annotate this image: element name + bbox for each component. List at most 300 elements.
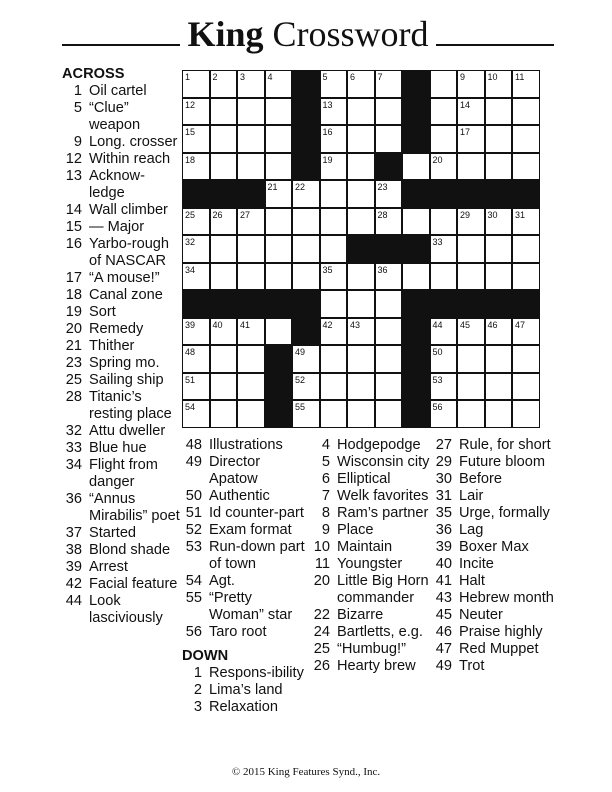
grid-cell[interactable]	[237, 98, 265, 126]
grid-cell[interactable]	[320, 98, 348, 126]
clue-number: 4	[321, 437, 330, 453]
grid-cell[interactable]	[292, 263, 320, 291]
clue-number: 28	[65, 389, 82, 405]
grid-cell[interactable]	[320, 153, 348, 181]
cell-number: 34	[185, 264, 196, 275]
cell-number: 48	[185, 347, 196, 357]
grid-cell[interactable]	[347, 318, 375, 346]
grid-cell[interactable]	[237, 70, 265, 98]
grid-cell[interactable]	[347, 180, 375, 208]
grid-cell[interactable]	[512, 235, 540, 263]
grid-cell[interactable]	[375, 318, 403, 346]
clue-number: 10	[313, 539, 330, 555]
black-square	[402, 235, 430, 263]
clue-item	[62, 134, 180, 151]
cell-number: 10	[487, 72, 498, 82]
grid-cell[interactable]	[457, 345, 485, 373]
grid-cell[interactable]	[512, 98, 540, 126]
cell-number: 28	[377, 209, 388, 220]
clue-number: 1	[193, 665, 202, 681]
cell-number: 54	[185, 402, 196, 412]
grid-cell[interactable]	[182, 98, 210, 126]
grid-cell[interactable]	[485, 208, 513, 236]
grid-cell[interactable]	[430, 98, 458, 126]
clue-item	[62, 559, 180, 576]
black-square	[292, 318, 320, 346]
cell-number: 29	[460, 209, 471, 220]
grid-cell[interactable]	[210, 373, 238, 401]
title-bold: King	[187, 14, 264, 54]
clue-text: Thither	[89, 338, 135, 354]
grid-cell[interactable]	[265, 153, 293, 181]
clue-item	[310, 658, 435, 675]
grid-cell[interactable]	[182, 263, 210, 291]
black-square	[512, 290, 540, 318]
clue-item	[62, 491, 180, 525]
grid-cell[interactable]	[457, 318, 485, 346]
grid-cell[interactable]	[485, 235, 513, 263]
grid-cell[interactable]	[292, 345, 320, 373]
grid-cell[interactable]	[375, 373, 403, 401]
clue-item	[432, 522, 557, 539]
grid-cell[interactable]	[182, 70, 210, 98]
clue-number: 39	[435, 539, 452, 555]
grid-cell[interactable]	[182, 153, 210, 181]
clue-number: 48	[185, 437, 202, 453]
black-square	[402, 290, 430, 318]
clue-text: Run-down part of town	[209, 539, 305, 572]
grid-cell[interactable]	[210, 345, 238, 373]
clue-item	[432, 505, 557, 522]
cell-number: 39	[185, 319, 196, 330]
grid-cell[interactable]	[320, 208, 348, 236]
clue-number: 37	[65, 525, 82, 541]
clue-item	[182, 437, 310, 454]
grid-cell[interactable]	[485, 153, 513, 181]
clue-item	[432, 539, 557, 556]
black-square	[292, 290, 320, 318]
cell-number: 22	[295, 182, 306, 192]
clue-item	[62, 440, 180, 457]
grid-cell[interactable]	[430, 125, 458, 153]
cell-number: 21	[267, 182, 278, 192]
clue-text: Ram’s partner	[337, 505, 429, 521]
grid-cell[interactable]	[265, 98, 293, 126]
grid-cell[interactable]	[210, 263, 238, 291]
clue-text: Lag	[459, 522, 484, 538]
grid-cell[interactable]	[512, 153, 540, 181]
grid-cell[interactable]	[512, 318, 540, 346]
clue-number: 15	[65, 219, 82, 235]
clue-text: Canal zone	[89, 287, 163, 303]
clue-text: Trot	[459, 658, 485, 674]
grid-cell[interactable]	[237, 263, 265, 291]
grid-cell[interactable]	[347, 125, 375, 153]
grid-cell[interactable]	[347, 70, 375, 98]
grid-cell[interactable]	[375, 263, 403, 291]
clue-number: 30	[435, 471, 452, 487]
grid-cell[interactable]	[210, 208, 238, 236]
grid-cell[interactable]	[320, 318, 348, 346]
grid-cell[interactable]	[320, 373, 348, 401]
grid-cell[interactable]	[457, 235, 485, 263]
black-square	[182, 290, 210, 318]
cell-number: 13	[322, 99, 333, 110]
grid-cell[interactable]	[430, 400, 458, 428]
grid-cell[interactable]	[457, 263, 485, 291]
grid-cell[interactable]	[347, 153, 375, 181]
cell-number: 32	[185, 237, 196, 247]
grid-cell[interactable]	[485, 345, 513, 373]
black-square	[292, 98, 320, 126]
black-square	[402, 373, 430, 401]
grid-cell[interactable]	[347, 290, 375, 318]
grid-cell[interactable]	[265, 70, 293, 98]
grid-cell[interactable]	[485, 125, 513, 153]
clue-number: 32	[65, 423, 82, 439]
clue-item	[62, 270, 180, 287]
cell-number: 35	[322, 264, 333, 275]
clue-text: Youngster	[337, 556, 403, 572]
grid-cell[interactable]	[210, 400, 238, 428]
grid-cell[interactable]	[320, 180, 348, 208]
header	[0, 8, 612, 56]
grid-cell[interactable]	[375, 345, 403, 373]
cell-number: 1	[185, 72, 191, 82]
clue-text: Flight from danger	[89, 457, 158, 490]
grid-cell[interactable]	[457, 70, 485, 98]
grid-cell[interactable]	[182, 373, 210, 401]
clue-text: Titanic’s resting place	[89, 389, 172, 422]
clue-number: 1	[73, 83, 82, 99]
grid-cell[interactable]	[430, 208, 458, 236]
grid-cell[interactable]	[512, 70, 540, 98]
grid-cell[interactable]	[485, 318, 513, 346]
clue-item	[310, 437, 435, 454]
clue-number: 41	[435, 573, 452, 589]
grid-cell[interactable]	[430, 153, 458, 181]
grid-cell[interactable]	[265, 180, 293, 208]
clue-item	[62, 525, 180, 542]
black-square	[237, 290, 265, 318]
clue-number: 3	[193, 699, 202, 715]
clue-number: 31	[435, 488, 452, 504]
clue-item	[310, 539, 435, 556]
grid-cell[interactable]	[512, 400, 540, 428]
grid-cell[interactable]	[457, 153, 485, 181]
grid-cell[interactable]	[237, 125, 265, 153]
clue-text: Hebrew month	[459, 590, 554, 606]
grid-cell[interactable]	[182, 208, 210, 236]
grid-cell[interactable]	[320, 235, 348, 263]
clue-number: 8	[321, 505, 330, 521]
grid-cell[interactable]	[512, 263, 540, 291]
grid-cell[interactable]	[210, 125, 238, 153]
clue-number: 14	[65, 202, 82, 218]
grid-cell[interactable]	[485, 400, 513, 428]
clue-item	[62, 304, 180, 321]
grid-cell[interactable]	[430, 373, 458, 401]
clue-number: 33	[65, 440, 82, 456]
cell-number: 12	[185, 99, 196, 110]
clue-item	[432, 590, 557, 607]
clue-number: 20	[65, 321, 82, 337]
header-rule-left	[62, 44, 180, 46]
clue-text: Long. crosser	[89, 134, 178, 150]
grid-cell[interactable]	[430, 70, 458, 98]
clue-text: “Annus Mirabilis” poet	[89, 491, 180, 524]
clue-item	[182, 488, 310, 505]
clue-number: 2	[193, 682, 202, 698]
grid-cell[interactable]	[210, 98, 238, 126]
cell-number: 36	[377, 264, 388, 275]
clue-number: 42	[65, 576, 82, 592]
grid-cell[interactable]	[265, 318, 293, 346]
grid-cell[interactable]	[457, 373, 485, 401]
clue-item	[310, 624, 435, 641]
clue-item	[432, 556, 557, 573]
grid-cell[interactable]	[485, 98, 513, 126]
clue-text: Neuter	[459, 607, 503, 623]
grid-cell[interactable]	[485, 373, 513, 401]
clue-text: Incite	[459, 556, 494, 572]
clue-text: Bartletts, e.g.	[337, 624, 423, 640]
grid-cell[interactable]	[430, 345, 458, 373]
grid-cell[interactable]	[485, 263, 513, 291]
grid-cell[interactable]	[375, 180, 403, 208]
clue-text: Authentic	[209, 488, 270, 504]
grid-cell[interactable]	[347, 98, 375, 126]
grid-cell[interactable]	[347, 208, 375, 236]
grid-cell[interactable]	[375, 400, 403, 428]
grid-cell[interactable]	[320, 70, 348, 98]
clue-item	[310, 607, 435, 624]
grid-cell[interactable]	[485, 70, 513, 98]
copyright: © 2015 King Features Synd., Inc.	[231, 766, 381, 778]
clue-text: “A mouse!”	[89, 270, 160, 286]
clue-number: 53	[185, 539, 202, 555]
clue-text: Taro root	[209, 624, 267, 640]
grid-cell[interactable]	[292, 235, 320, 263]
black-square	[402, 345, 430, 373]
clue-number: 23	[65, 355, 82, 371]
grid-cell[interactable]	[182, 125, 210, 153]
clue-text: Hodgepodge	[337, 437, 421, 453]
black-square	[237, 180, 265, 208]
clue-item	[432, 658, 557, 675]
cell-number: 3	[240, 72, 246, 82]
clue-text: Maintain	[337, 539, 393, 555]
clue-number: 36	[65, 491, 82, 507]
grid-cell[interactable]	[402, 153, 430, 181]
cell-number: 18	[185, 154, 196, 165]
clue-number: 9	[73, 134, 82, 150]
clue-item	[62, 457, 180, 491]
grid-cell[interactable]	[292, 180, 320, 208]
clue-item	[62, 321, 180, 338]
clue-item	[310, 488, 435, 505]
cell-number: 33	[432, 237, 443, 247]
grid-cell[interactable]	[292, 373, 320, 401]
grid-cell[interactable]	[512, 125, 540, 153]
grid-cell[interactable]	[292, 208, 320, 236]
grid-cell[interactable]	[347, 400, 375, 428]
cell-number: 42	[322, 319, 333, 330]
black-square	[265, 290, 293, 318]
clue-number: 20	[313, 573, 330, 589]
grid-cell[interactable]	[182, 235, 210, 263]
page-title	[180, 12, 436, 56]
grid-cell[interactable]	[210, 70, 238, 98]
cell-number: 51	[185, 374, 196, 385]
cell-number: 45	[460, 319, 471, 330]
clue-text: Agt.	[209, 573, 235, 589]
cell-number: 7	[377, 72, 383, 82]
black-square	[210, 290, 238, 318]
cell-number: 17	[460, 127, 471, 137]
cell-number: 20	[432, 154, 443, 165]
grid-cell[interactable]	[430, 318, 458, 346]
clue-item	[62, 202, 180, 219]
grid-cell[interactable]	[375, 98, 403, 126]
clue-number: 45	[435, 607, 452, 623]
cell-number: 55	[295, 402, 306, 412]
grid-cell[interactable]	[265, 263, 293, 291]
grid-cell[interactable]	[402, 263, 430, 291]
clue-item	[62, 100, 180, 134]
clue-text: Relaxation	[209, 699, 278, 715]
clue-number: 49	[435, 658, 452, 674]
clue-text: Lair	[459, 488, 484, 504]
black-square	[402, 318, 430, 346]
clue-text: Halt	[459, 573, 485, 589]
clue-item	[62, 423, 180, 440]
clue-text: Elliptical	[337, 471, 391, 487]
grid-cell[interactable]	[210, 318, 238, 346]
grid-cell[interactable]	[237, 208, 265, 236]
clue-item	[182, 682, 310, 699]
cell-number: 4	[267, 72, 273, 82]
grid-cell[interactable]	[347, 345, 375, 373]
clue-number: 19	[65, 304, 82, 320]
grid-cell[interactable]	[210, 235, 238, 263]
clue-item	[62, 542, 180, 559]
grid-cell[interactable]	[237, 373, 265, 401]
clue-number: 21	[65, 338, 82, 354]
clue-text: Sailing ship	[89, 372, 164, 388]
clue-number: 43	[435, 590, 452, 606]
grid-cell[interactable]	[402, 208, 430, 236]
grid-cell[interactable]	[237, 318, 265, 346]
grid-cell[interactable]	[210, 153, 238, 181]
clue-text: Lima’s land	[209, 682, 283, 698]
grid-cell[interactable]	[320, 345, 348, 373]
grid-cell[interactable]	[430, 263, 458, 291]
grid-cell[interactable]	[375, 125, 403, 153]
grid-cell[interactable]	[430, 235, 458, 263]
grid-cell[interactable]	[375, 208, 403, 236]
grid-cell[interactable]	[375, 290, 403, 318]
clue-number: 44	[65, 593, 82, 609]
clue-item	[182, 539, 310, 573]
clue-column-2	[182, 437, 310, 716]
clue-text: Within reach	[89, 151, 171, 167]
cell-number: 40	[212, 319, 223, 330]
grid-cell[interactable]	[347, 373, 375, 401]
grid-cell[interactable]	[182, 345, 210, 373]
grid-cell[interactable]	[292, 400, 320, 428]
grid-cell[interactable]	[320, 263, 348, 291]
grid-cell[interactable]	[347, 263, 375, 291]
black-square	[182, 180, 210, 208]
clue-number: 5	[73, 100, 82, 116]
clue-item	[432, 437, 557, 454]
grid-cell[interactable]	[182, 318, 210, 346]
clue-number: 36	[435, 522, 452, 538]
clue-item	[62, 287, 180, 304]
grid-cell[interactable]	[265, 208, 293, 236]
clue-item	[62, 219, 180, 236]
black-square	[402, 180, 430, 208]
clue-item	[182, 624, 310, 641]
grid-cell[interactable]	[237, 153, 265, 181]
grid-cell[interactable]	[237, 235, 265, 263]
clue-number: 11	[314, 556, 330, 572]
grid-cell[interactable]	[237, 345, 265, 373]
grid-cell[interactable]	[375, 70, 403, 98]
black-square	[430, 180, 458, 208]
grid-cell[interactable]	[457, 125, 485, 153]
grid-cell[interactable]	[320, 125, 348, 153]
clue-text: Exam format	[209, 522, 292, 538]
black-square	[402, 125, 430, 153]
clue-text: Id counter-part	[209, 505, 304, 521]
cell-number: 41	[240, 319, 251, 330]
clue-item	[432, 488, 557, 505]
black-square	[485, 290, 513, 318]
clue-item	[432, 573, 557, 590]
clue-number: 5	[321, 454, 330, 470]
grid-cell[interactable]	[237, 400, 265, 428]
clue-item	[310, 505, 435, 522]
black-square	[430, 290, 458, 318]
grid-cell[interactable]	[457, 98, 485, 126]
clue-item	[310, 556, 435, 573]
clue-item	[310, 573, 435, 607]
black-square	[457, 290, 485, 318]
clue-number: 12	[65, 151, 82, 167]
clue-number: 26	[313, 658, 330, 674]
grid-cell[interactable]	[512, 208, 540, 236]
clue-item	[310, 522, 435, 539]
grid-cell[interactable]	[457, 208, 485, 236]
grid-cell[interactable]	[182, 400, 210, 428]
grid-cell[interactable]	[265, 125, 293, 153]
black-square	[265, 345, 293, 373]
grid-cell[interactable]	[265, 235, 293, 263]
cell-number: 11	[515, 72, 525, 82]
clue-text: Wall climber	[89, 202, 168, 218]
cell-number: 30	[487, 209, 498, 220]
clue-text: Yarbo-rough of NASCAR	[89, 236, 170, 269]
grid-cell[interactable]	[320, 400, 348, 428]
clue-column-4	[432, 437, 557, 675]
grid-cell[interactable]	[320, 290, 348, 318]
clue-text: — Major	[89, 219, 145, 235]
grid-cell[interactable]	[512, 373, 540, 401]
grid-cell[interactable]	[457, 400, 485, 428]
grid-cell[interactable]	[512, 345, 540, 373]
